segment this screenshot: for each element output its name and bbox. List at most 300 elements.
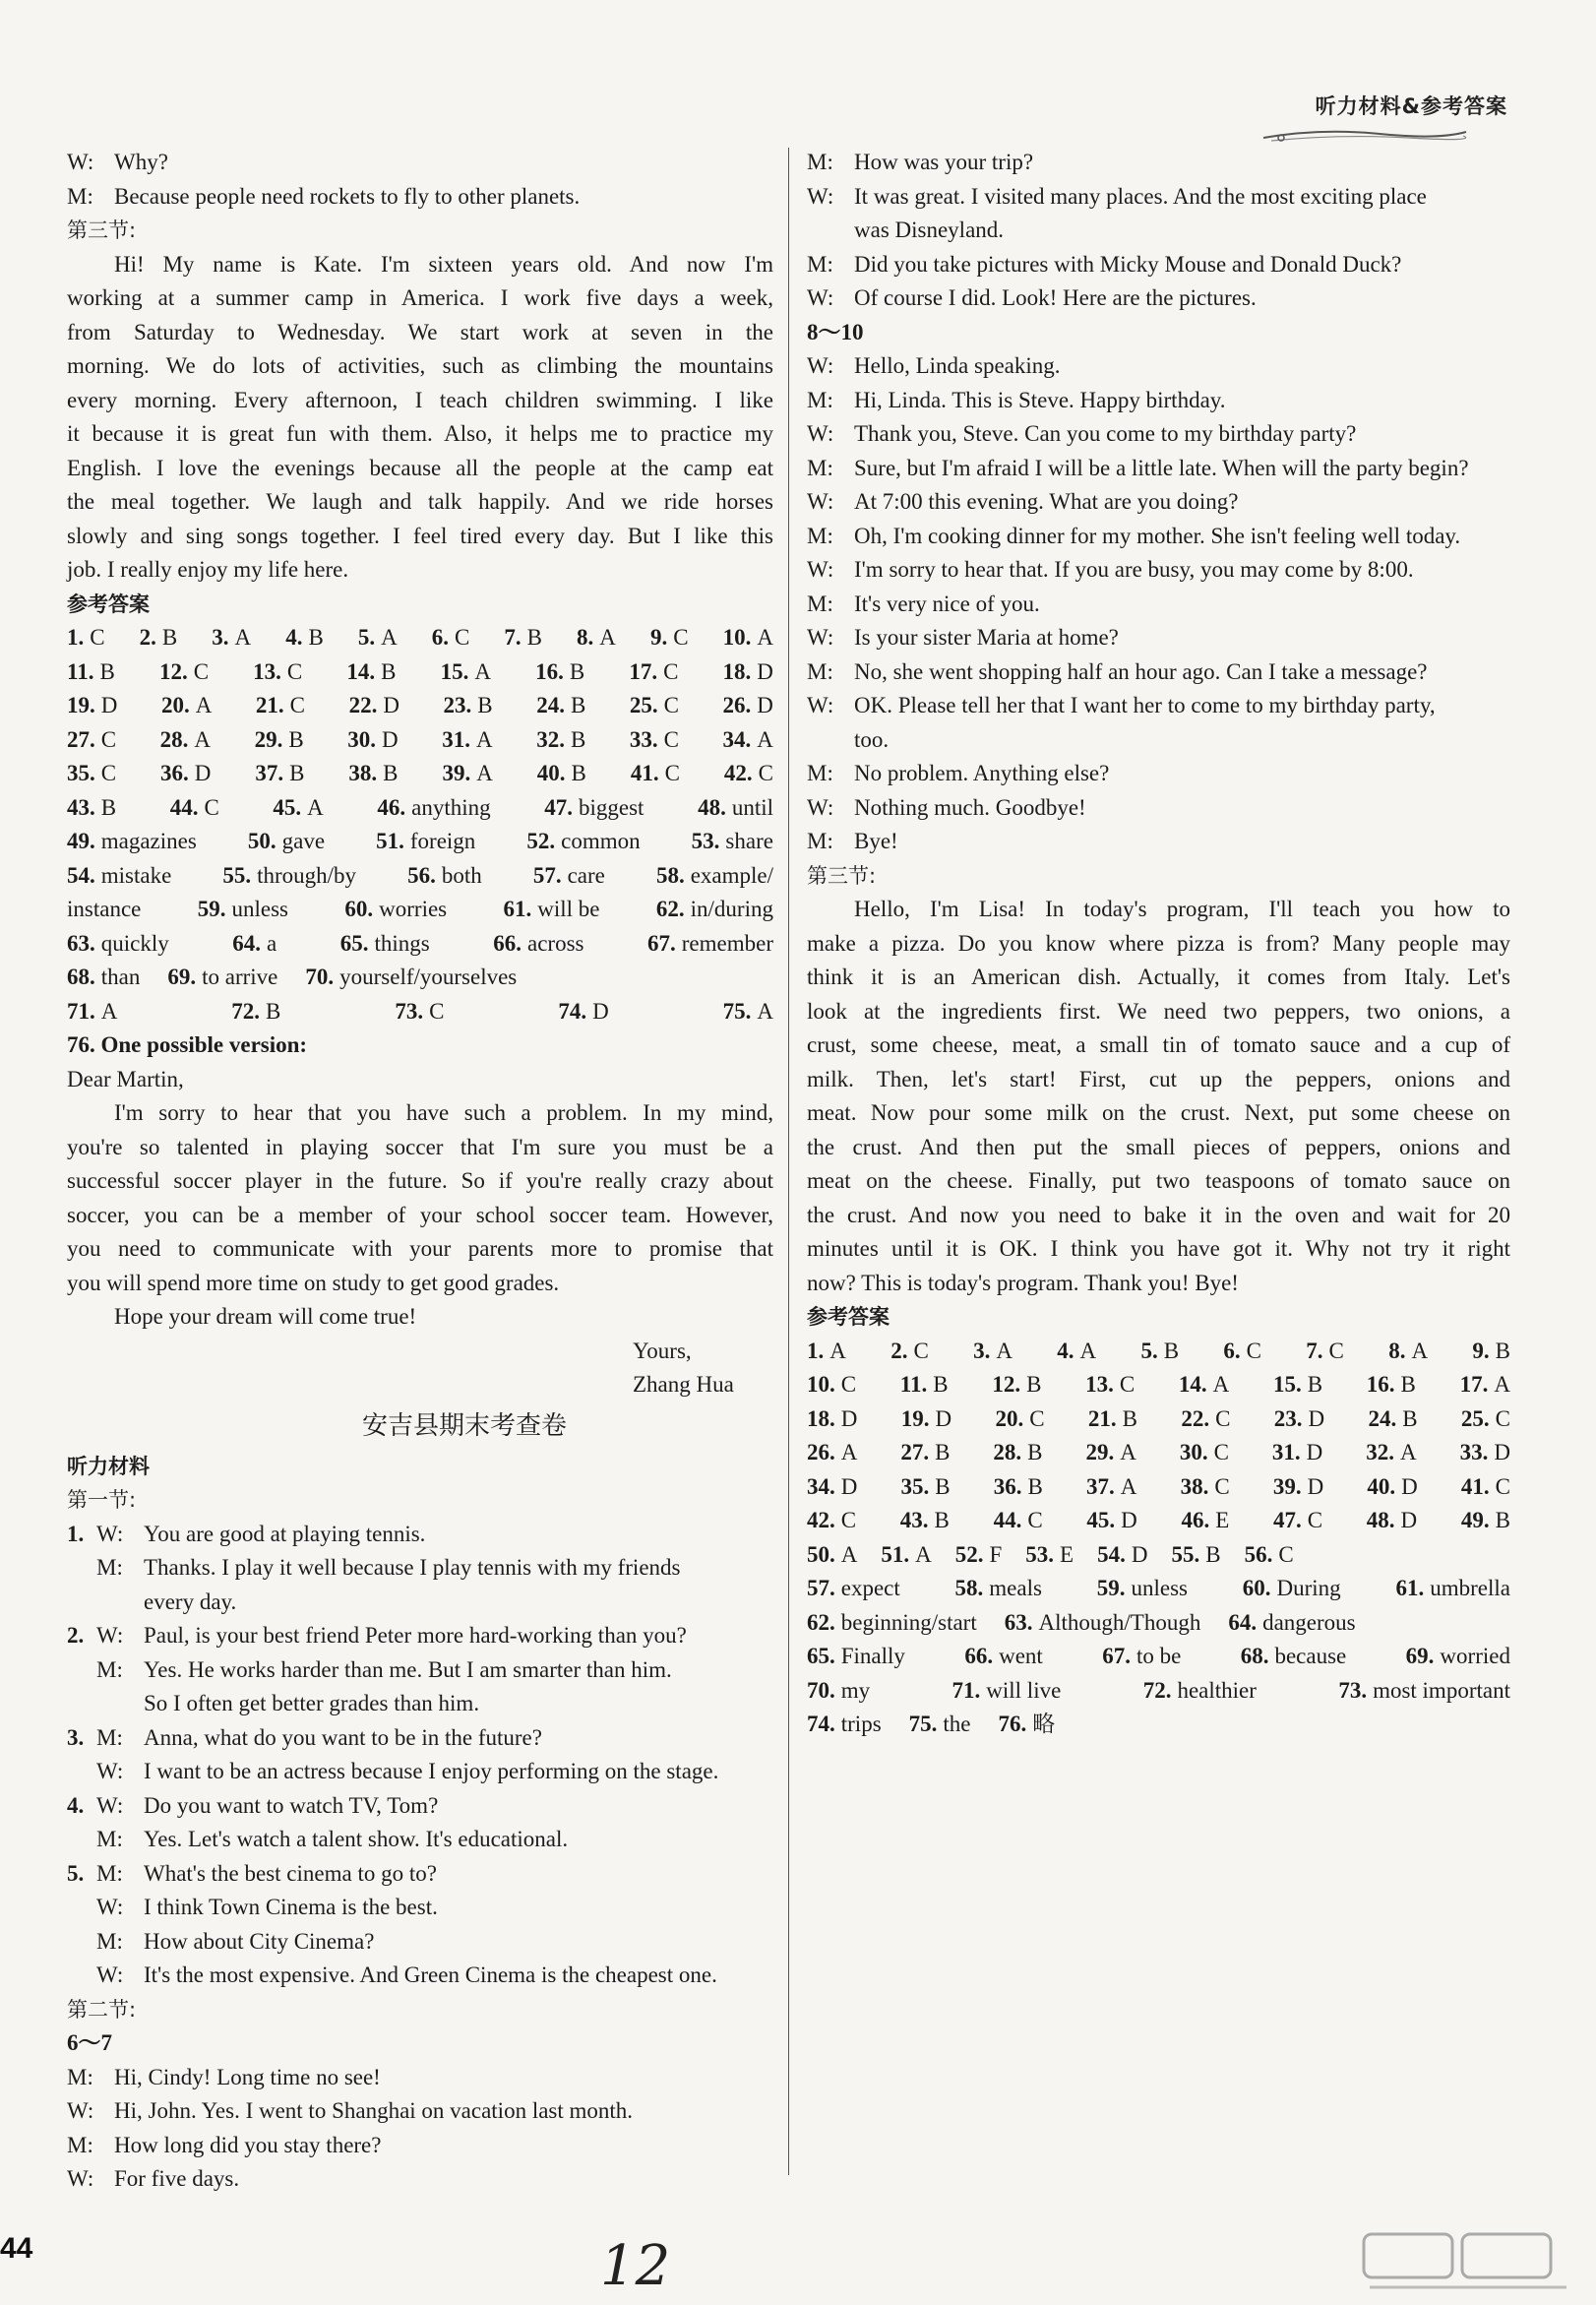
answer-number: 54.	[1097, 1541, 1126, 1567]
answer-value: D	[194, 761, 212, 785]
answer-item	[973, 1335, 1013, 1369]
dialog-text: Is your sister Maria at home?	[854, 625, 1119, 650]
answer-value: most important	[1373, 1677, 1510, 1703]
answer-item	[444, 689, 493, 723]
answer-number: 9.	[649, 625, 668, 650]
answer-item	[67, 893, 141, 927]
answer-item	[807, 1436, 857, 1470]
answer-value: C	[840, 1508, 857, 1532]
answer-number: 45.	[273, 794, 302, 820]
answer-number: 2.	[139, 625, 156, 650]
answer-value: D	[1308, 1405, 1325, 1431]
answer-item	[807, 1674, 870, 1709]
answer-number: 76.	[998, 1712, 1027, 1736]
dialog-text: Paul, is your best friend Peter more hard-working than you?	[144, 1623, 687, 1648]
answer-item	[253, 655, 302, 690]
answer-value: A	[194, 726, 212, 752]
answer-value: A	[840, 1440, 858, 1464]
speaker-label: M:	[96, 1827, 123, 1851]
answer-number: 30.	[347, 726, 377, 752]
dialog-line	[67, 1891, 773, 1925]
dialog-line	[807, 520, 1510, 554]
question-76-label: 76. One possible version:	[67, 1032, 308, 1057]
answer-item	[544, 791, 644, 826]
dialog-line	[67, 1789, 773, 1824]
answer-value: C	[100, 726, 117, 752]
answer-value: the	[943, 1712, 971, 1736]
passage-line: look at the ingredients first. We need two peppers, two onions, a	[807, 998, 1510, 1024]
answer-item	[900, 1504, 950, 1538]
section-label: 第一节:	[67, 1488, 137, 1512]
dialog-line	[807, 655, 1510, 690]
dialog-line	[67, 1653, 773, 1688]
answer-item	[1140, 1335, 1179, 1369]
answer-item	[723, 655, 773, 690]
answer-item	[67, 791, 116, 826]
answer-item	[807, 1504, 856, 1538]
answer-value: B	[99, 658, 115, 684]
answer-value: D	[1307, 1473, 1324, 1499]
answer-item	[504, 893, 600, 927]
passage-line: meat on the cheese. Finally, put two teaspoons of tomato sauce on	[807, 1168, 1510, 1193]
answer-number: 34.	[722, 726, 752, 752]
answer-item	[1241, 1640, 1347, 1674]
answer-number: 42.	[807, 1508, 835, 1532]
answer-item	[67, 757, 116, 791]
question-number: 2.	[67, 1623, 85, 1648]
answer-number: 69.	[167, 965, 197, 989]
answer-number: 71.	[951, 1677, 981, 1703]
passage-line: milk. Then, let's start! First, cut up the peppers, onions and	[807, 1066, 1510, 1091]
answer-item	[723, 689, 773, 723]
answer-value: B	[289, 761, 305, 785]
answer-item	[631, 757, 680, 791]
answer-number: 68.	[67, 965, 95, 989]
answer-number: 10.	[807, 1372, 835, 1397]
speaker-label: W:	[96, 1623, 124, 1648]
answer-item	[358, 621, 398, 655]
answer-number: 55.	[222, 862, 252, 888]
speaker-label: M:	[96, 1928, 123, 1954]
answer-value: E	[1060, 1541, 1074, 1567]
dialog-text: Hello, Linda speaking.	[854, 353, 1061, 378]
answer-item	[723, 621, 773, 655]
answer-value: B	[308, 625, 324, 650]
dialog-line	[807, 180, 1510, 215]
answer-value: C	[1495, 1473, 1510, 1499]
answer-item	[67, 621, 105, 655]
answer-value: F	[989, 1541, 1003, 1567]
answer-item	[807, 1606, 977, 1641]
answer-number: 7.	[1306, 1338, 1323, 1363]
speaker-label: W:	[96, 1792, 124, 1818]
answer-item	[1272, 1436, 1322, 1470]
answer-item	[656, 859, 773, 894]
answer-value: magazines	[100, 829, 197, 853]
answer-value: D	[757, 693, 773, 717]
speaker-label: W:	[807, 421, 834, 446]
dialog-line	[807, 281, 1510, 316]
answer-value: C	[840, 1372, 857, 1397]
answer-item	[1057, 1335, 1096, 1369]
answer-item	[900, 1368, 949, 1402]
answer-value: C	[429, 998, 445, 1024]
answer-item	[656, 893, 773, 927]
answer-value: B	[1205, 1541, 1221, 1567]
answer-value: B	[266, 998, 281, 1024]
answer-item	[900, 1436, 950, 1470]
letter-line: you will spend more time on study to get good grades.	[67, 1270, 560, 1295]
answer-value: went	[999, 1644, 1043, 1668]
dialog-text: How about City Cinema?	[144, 1928, 375, 1954]
answer-item	[890, 1335, 929, 1369]
answer-number: 59.	[1096, 1576, 1126, 1600]
answer-item	[1228, 1606, 1355, 1641]
answer-value: B	[1400, 1372, 1416, 1397]
answer-item	[1367, 1470, 1417, 1505]
dialog-text: Yes. Let's watch a talent show. It's educational.	[144, 1827, 569, 1851]
answer-value: through/by	[257, 862, 357, 888]
answer-value: healthier	[1177, 1677, 1257, 1703]
answer-value: A	[307, 794, 324, 820]
answer-value: B	[383, 761, 399, 785]
answer-value: umbrella	[1430, 1576, 1510, 1600]
question-number	[67, 1653, 96, 1688]
column-divider	[788, 148, 789, 2175]
dialog-continuation: every day.	[144, 1589, 237, 1614]
answer-value: B	[933, 1372, 949, 1397]
answer-value: C	[673, 625, 689, 650]
answer-number: 51.	[881, 1541, 910, 1567]
answer-number: 53.	[691, 829, 720, 853]
answer-number: 56.	[1244, 1541, 1273, 1567]
exam-title: 安吉县期末考查卷	[361, 1410, 567, 1441]
passage-line: from Saturday to Wednesday. We start work at seven in the	[67, 319, 773, 344]
answer-item	[231, 995, 280, 1029]
answer-number: 18.	[807, 1405, 835, 1431]
speaker-label: W:	[96, 1759, 124, 1783]
answer-number: 39.	[1272, 1473, 1302, 1499]
answer-number: 24.	[536, 693, 565, 717]
passage-line: the meal together. We laugh and talk happily. And we ride horses	[67, 489, 773, 514]
answer-number: 31.	[1271, 1440, 1301, 1464]
answer-item	[442, 723, 492, 758]
answer-item	[1245, 1538, 1294, 1573]
answer-value: B	[161, 625, 178, 650]
answer-value: C	[1213, 1440, 1229, 1464]
answer-value: across	[527, 930, 584, 956]
answer-value: A	[1411, 1338, 1429, 1363]
passage-line: crust, some cheese, meat, a small tin of tomato sauce and a cup of	[807, 1032, 1510, 1057]
passage-line: now? This is today's program. Thank you! Bye!	[807, 1270, 1239, 1295]
header-swoosh-icon	[1261, 126, 1468, 144]
answer-value: dangerous	[1262, 1609, 1356, 1635]
dialog-text: It's the most expensive. And Green Cinema is the cheapest one.	[144, 1962, 717, 1987]
passage-line: minutes until it is OK. I think you have got it. Why not try it right	[807, 1236, 1510, 1261]
answer-item	[698, 791, 773, 826]
answer-item	[1273, 1368, 1322, 1402]
answer-item	[1460, 1436, 1510, 1470]
question-number	[67, 1755, 96, 1789]
answer-item	[1102, 1640, 1181, 1674]
answer-value: C	[90, 625, 105, 650]
answer-value: trips	[840, 1712, 882, 1736]
section-label: 第二节:	[67, 1997, 137, 2022]
answer-item	[161, 689, 212, 723]
answer-item	[1143, 1674, 1257, 1709]
dialog-text: I want to be an actress because I enjoy performing on the stage.	[144, 1759, 719, 1783]
answer-item	[255, 757, 304, 791]
answer-number: 25.	[1460, 1405, 1490, 1431]
answer-value: During	[1276, 1576, 1341, 1600]
answer-number: 69.	[1405, 1644, 1435, 1668]
answer-item	[647, 927, 773, 962]
speaker-label: M:	[807, 150, 833, 174]
answer-value: A	[100, 998, 118, 1024]
answer-item	[256, 689, 305, 723]
answer-number: 31.	[442, 726, 470, 752]
answer-number: 48.	[698, 794, 726, 820]
speaker-label: W:	[807, 489, 834, 514]
answer-number: 6.	[431, 625, 450, 650]
answer-item	[807, 1368, 856, 1402]
speaker-label: W:	[67, 2098, 94, 2123]
letter-line: successful soccer player in the future. So if you're really crazy about	[67, 1168, 773, 1193]
answer-value: than	[100, 965, 141, 989]
answer-number: 1.	[807, 1338, 825, 1363]
answer-value: Although/Though	[1038, 1609, 1201, 1635]
dialog-line	[807, 349, 1510, 384]
dialog-line	[807, 757, 1510, 791]
answer-value: E	[1215, 1508, 1230, 1532]
answer-value: B	[288, 726, 304, 752]
answer-value: A	[915, 1541, 932, 1567]
dialog-line	[67, 1755, 773, 1789]
question-number	[67, 1891, 96, 1925]
speaker-label: W:	[807, 794, 834, 820]
letter-line: you need to communicate with your parents more to promise that	[67, 1236, 773, 1261]
answer-number: 29.	[1085, 1440, 1115, 1464]
speaker-label: M:	[96, 1656, 123, 1682]
passage-line: the crust. And now you need to bake it in the oven and wait for 20	[807, 1202, 1510, 1227]
dialog-text: Oh, I'm cooking dinner for my mother. She isn't feeling well today.	[854, 523, 1461, 548]
answer-value: C	[204, 794, 219, 820]
answer-number: 12.	[158, 658, 188, 684]
dialog-line	[807, 621, 1510, 655]
answer-item	[1179, 1368, 1229, 1402]
answer-number: 6.	[1223, 1338, 1241, 1363]
answer-number: 37.	[255, 761, 284, 785]
answer-value: biggest	[579, 794, 645, 820]
answer-item	[67, 859, 171, 894]
answer-number: 8.	[577, 625, 594, 650]
passage-line: Hi! My name is Kate. I'm sixteen years old. And now I'm	[114, 251, 773, 277]
passage-line: working at a summer camp in America. I work five days a week,	[67, 285, 773, 310]
answer-item	[1461, 1504, 1510, 1538]
answer-value: D	[840, 1405, 858, 1431]
letter-wish: Hope your dream will come true!	[114, 1304, 417, 1329]
dialog-continuation: too.	[854, 726, 890, 752]
answer-item	[807, 1640, 905, 1674]
answer-item	[992, 1368, 1041, 1402]
answer-row	[807, 1606, 1510, 1641]
answer-number: 24.	[1368, 1405, 1397, 1431]
answer-number: 32.	[536, 726, 565, 752]
answer-row	[807, 1538, 1510, 1573]
answer-number: 57.	[807, 1576, 835, 1600]
answer-item	[807, 1470, 857, 1505]
answer-item	[993, 1436, 1042, 1470]
dialog-line	[807, 553, 1510, 588]
answer-number: 41.	[1460, 1473, 1490, 1499]
answer-item	[1005, 1606, 1201, 1641]
answer-value: B	[570, 693, 586, 717]
answer-value: B	[1307, 1372, 1323, 1397]
speaker-label: W:	[807, 183, 834, 209]
dialog-text: No, she went shopping half an hour ago. Can I take a message?	[854, 658, 1428, 684]
answer-item	[1461, 1470, 1510, 1505]
speaker-label: M:	[96, 1724, 123, 1750]
dialog-text: I think Town Cinema is the best.	[144, 1895, 438, 1919]
dialog-line	[807, 485, 1510, 520]
answer-number: 23.	[443, 693, 472, 717]
dialog-text: Bye!	[854, 829, 898, 853]
answer-value: B	[1026, 1372, 1042, 1397]
answer-number: 57.	[532, 862, 562, 888]
dialog-text: You are good at playing tennis.	[144, 1521, 426, 1546]
passage-line: Hello, I'm Lisa! In today's program, I'll teach you how to	[854, 897, 1510, 921]
answer-item	[807, 1335, 846, 1369]
answer-item	[536, 689, 585, 723]
answer-item	[441, 655, 491, 690]
dialog-text: Thanks. I play it well because I play tennis with my friends	[144, 1555, 681, 1580]
answer-value: B	[1495, 1508, 1510, 1532]
answer-item	[407, 859, 482, 894]
answer-number: 3.	[212, 625, 229, 650]
answer-item	[955, 1538, 1003, 1573]
letter-line: soccer, you can be a member of your school soccer team. However,	[67, 1202, 773, 1227]
answer-number: 75.	[908, 1712, 938, 1736]
question-number: 1.	[67, 1521, 85, 1546]
dialog-line	[67, 1857, 773, 1892]
answer-value: in/during	[690, 897, 773, 921]
answer-item	[255, 723, 304, 758]
answer-number: 51.	[376, 829, 404, 853]
handwritten-number: 12	[600, 2234, 671, 2298]
answer-number: 54.	[67, 862, 95, 888]
answer-row	[67, 689, 773, 723]
dialog-line	[67, 1619, 773, 1653]
answer-number: 55.	[1171, 1541, 1200, 1567]
answer-number: 52.	[954, 1541, 984, 1567]
answer-number: 22.	[348, 693, 378, 717]
dialog-text: Anna, what do you want to be in the future?	[144, 1724, 542, 1750]
answer-number: 19.	[67, 693, 95, 717]
speaker-label: M:	[807, 761, 833, 785]
answer-number: 68.	[1240, 1644, 1269, 1668]
answer-item	[1025, 1538, 1074, 1573]
answer-item	[1086, 1504, 1136, 1538]
answer-item	[349, 689, 399, 723]
answer-value: my	[840, 1677, 871, 1703]
answer-item	[160, 723, 211, 758]
answer-value: anything	[411, 794, 491, 820]
answer-number: 30.	[1179, 1440, 1208, 1464]
dialog-continuation: So I often get better grades than him.	[144, 1691, 480, 1715]
dialog-text: It's very nice of you.	[854, 591, 1040, 616]
answer-item	[432, 621, 470, 655]
answer-number: 8.	[1388, 1338, 1406, 1363]
answer-number: 26.	[722, 693, 752, 717]
answer-row	[807, 1368, 1510, 1402]
answer-number: 14.	[1178, 1372, 1207, 1397]
answer-value: A	[1212, 1372, 1230, 1397]
answer-row	[67, 825, 773, 859]
answers-label: 参考答案	[807, 1305, 890, 1329]
answer-number: 58.	[655, 862, 685, 888]
answer-value: C	[1246, 1338, 1261, 1363]
answer-item	[1306, 1335, 1344, 1369]
answer-row	[67, 859, 773, 894]
answer-number: 35.	[67, 761, 95, 785]
answer-item	[1171, 1538, 1220, 1573]
dialog-line	[67, 2129, 773, 2163]
answer-number: 66.	[493, 930, 522, 956]
speaker-label: W:	[96, 1895, 124, 1919]
answer-number: 7.	[504, 625, 522, 650]
dialog-text: Of course I did. Look! Here are the pictures.	[854, 285, 1257, 310]
answer-number: 44.	[993, 1508, 1022, 1532]
answer-row	[67, 927, 773, 962]
answer-value: A	[599, 625, 616, 650]
answer-value: both	[441, 862, 482, 888]
answer-number: 4.	[1057, 1338, 1074, 1363]
answer-number: 72.	[1142, 1677, 1172, 1703]
answer-number: 32.	[1366, 1440, 1394, 1464]
letter-line: you're so talented in playing soccer that I'm sure you must be a	[67, 1134, 773, 1159]
speaker-label: W:	[67, 2166, 94, 2191]
answer-item	[376, 825, 475, 859]
answer-value: unless	[1131, 1576, 1188, 1600]
answer-value: D	[382, 726, 399, 752]
answer-item	[1181, 1470, 1230, 1505]
answer-value: B	[935, 1473, 951, 1499]
answer-row	[807, 1708, 1510, 1742]
dialog-text: Yes. He works harder than me. But I am smarter than him.	[144, 1656, 672, 1682]
answer-number: 21.	[1087, 1405, 1117, 1431]
answer-item	[442, 757, 492, 791]
answer-value: B	[1027, 1473, 1043, 1499]
dialog-text: I'm sorry to hear that. If you are busy, you may come by 8:00.	[854, 557, 1414, 582]
dialog-text: Because people need rockets to fly to other planets.	[114, 183, 581, 209]
answer-number: 15.	[440, 658, 469, 684]
answer-number: 4.	[285, 625, 303, 650]
answer-value: D	[1400, 1508, 1418, 1532]
question-number: 4.	[67, 1792, 85, 1818]
answer-item	[995, 1402, 1044, 1437]
section-label: 第三节:	[807, 863, 877, 888]
answer-item	[1338, 1674, 1510, 1709]
answer-value: C	[663, 658, 679, 684]
answer-value: instance	[67, 897, 142, 921]
answer-item	[1223, 1335, 1261, 1369]
answer-item	[273, 791, 323, 826]
answer-number: 2.	[890, 1338, 908, 1363]
answer-item	[630, 723, 679, 758]
answer-number: 21.	[255, 693, 284, 717]
answer-item	[198, 893, 288, 927]
answer-value: C	[1214, 1473, 1230, 1499]
